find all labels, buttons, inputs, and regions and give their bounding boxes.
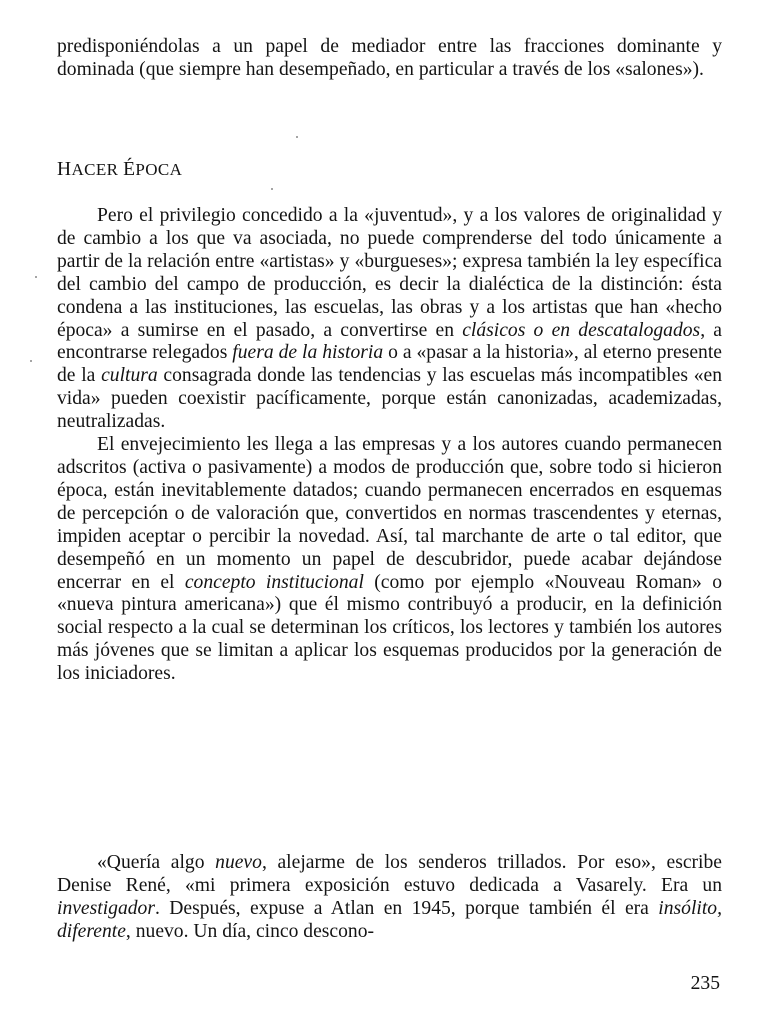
intro-paragraph (57, 36, 722, 82)
text-run: , a encontrarse relegados (57, 319, 722, 364)
italic-text: nuevo (215, 852, 262, 873)
italic-text: fuera de la historia (232, 342, 384, 364)
book-page (57, 36, 723, 942)
text-run: consagrada donde las tendencias y las escuelas más incompatibles «en vida» pueden coexistir pacíficamente, porque están canonizadas, academizadas, neutralizadas. (57, 365, 723, 433)
section-body (57, 205, 722, 686)
paragraph-3 (57, 852, 722, 944)
italic-text: cultura (101, 365, 158, 387)
italic-text: insólito, diferente (57, 897, 722, 942)
italic-text: concepto institucional (184, 571, 364, 593)
quote-section (57, 852, 722, 944)
text-run: «Quería algo (97, 852, 216, 873)
section-heading: HACER ÉPOCA (57, 159, 183, 180)
text-run: Pero el privilegio concedido a la «juventud», y a los valores de originalidad y de cambio a los que va asociada, no puede comprenderse del todo únicamente a partir de la relación entre «artistas» y «burgueses»; expresa también la ley específica del cambio del campo de producción, es decir la dialéctica de la distinción: ésta condena a las instituciones, las escuelas, las obras y a los artistas que han «hecho época» a sumirse en el pasado, a convertirse en (57, 205, 722, 341)
text-run: o a «pasar a la historia», al eterno presente de la (57, 342, 722, 387)
text-run: , nuevo. Un día, cinco descono- (125, 920, 375, 942)
italic-text: clásicos o en descatalogados (462, 319, 701, 341)
page-number: 235 (690, 973, 720, 994)
text-run: predisponiéndolas a un papel de mediador entre las fracciones dominante y dominada (que siempre han desempeñado, en particular a través de los «salones»). (57, 36, 722, 80)
paragraph-2 (57, 434, 722, 686)
text-run: , alejarme de los senderos trillados. Por eso», escribe Denise René, «mi primera exposición estuvo dedicada a Vasarely. Era un (57, 852, 722, 896)
text-run: . Después, expuse a Atlan en 1945, porque también él era (154, 897, 659, 919)
paragraph-1 (57, 205, 722, 434)
italic-text: investigador (57, 897, 155, 919)
text-run: (como por ejemplo «Nouveau Roman» o «nueva pintura americana») que él mismo contribuyó a producir, en la definición social respecto a la cual se determinan los críticos, los lectores y también los autores más jóvenes que se limitan a aplicar los esquemas producidos por la generación de los iniciadores. (57, 571, 722, 685)
text-run: El envejecimiento les llega a las empresas y a los autores cuando permanecen adscritos (activa o pasivamente) a modos de producción que, sobre todo si hicieron época, están inevitablemente datados; cuando permanecen encerrados en esquemas de percepción o de valoración que, convertidos en normas trascendentes y eternas, impiden aceptar o percibir la novedad. Así, tal marchante de arte o tal editor, que desempeñó en un momento un papel de descubridor, puede acabar dejándose encerrar en el (57, 434, 722, 593)
